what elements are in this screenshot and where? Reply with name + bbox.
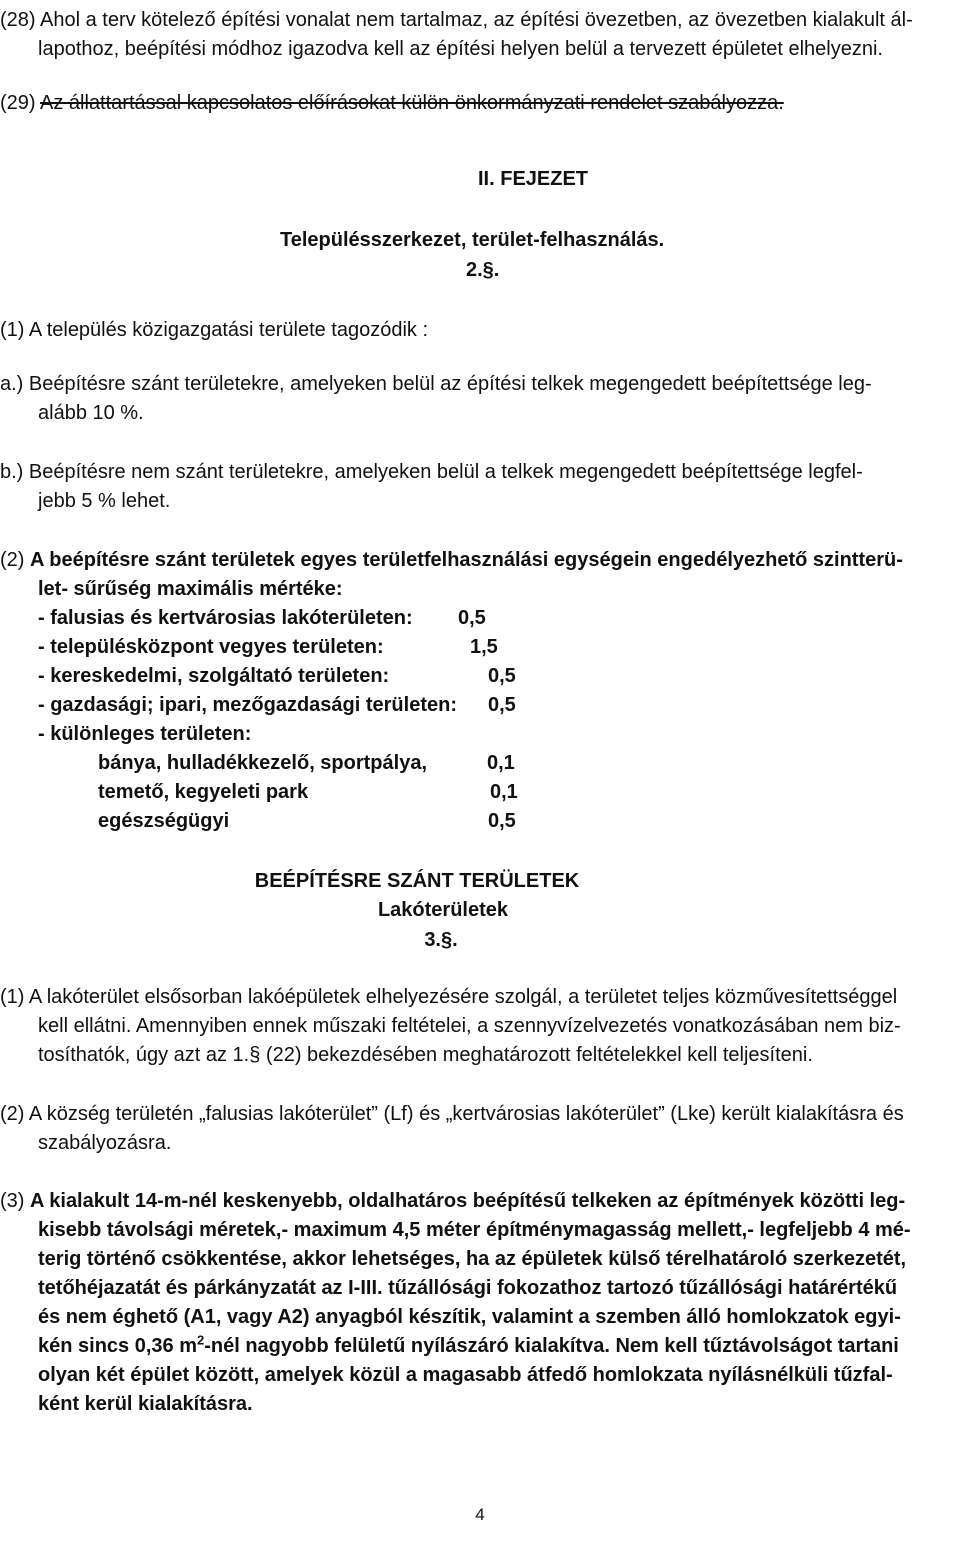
density-value: 0,1 xyxy=(487,752,515,774)
s2-item-b xyxy=(0,458,960,516)
density-value: 0,1 xyxy=(490,781,518,803)
density-special-row xyxy=(0,749,960,778)
density-label: temető, kegyeleti park xyxy=(98,781,309,803)
s3-p3-line7: olyan két épület között, amelyek közül a magasabb átfedő homlokzata nyílásnélküli tűzfal- xyxy=(38,1364,893,1386)
s3-p2-line2: szabályozásra. xyxy=(38,1132,172,1154)
density-value: 0,5 xyxy=(488,665,516,687)
heading-lakoteruletek: Lakóterületek xyxy=(377,899,509,921)
s3-p3-line4: tetőhéjazatát és párkányzatát az I-III. tűzállósági fokozathoz tartozó tűzállósági határértékű xyxy=(38,1277,898,1299)
density-label: - kereskedelmi, szolgáltató területen: xyxy=(38,665,390,687)
paragraph-29 xyxy=(0,89,960,118)
s3-p3-line2: kisebb távolsági méretek,- maximum 4,5 méter építménymagasság mellett,- legfeljebb 4 mé- xyxy=(38,1219,911,1241)
s2-item-a xyxy=(0,370,960,428)
density-label: - falusias és kertvárosias lakóterületen: xyxy=(38,607,413,629)
s3-p1-line1: (1) A lakóterület elsősorban lakóépületek elhelyezésére szolgál, a területet teljes közművesítettséggel xyxy=(0,986,898,1008)
s3-p1-line2: kell ellátni. Amennyiben ennek műszaki feltételei, a szennyvízelvezetés vonatkozásában nem biz- xyxy=(38,1015,901,1037)
s2-p2-line1: A beépítésre szánt területek egyes területfelhasználási egységein engedélyezhető szintterü- xyxy=(30,549,903,571)
s3-paragraph-1 xyxy=(0,983,960,1070)
s3-p2-line1: (2) A község területén „falusias lakóterület” (Lf) és „kertvárosias lakóterület” (Lke) került kialakításra és xyxy=(0,1103,904,1125)
density-special-row xyxy=(0,807,960,836)
s3-p3-line8: ként kerül kialakításra. xyxy=(38,1393,253,1415)
density-row xyxy=(0,604,960,633)
density-row xyxy=(0,691,960,720)
s3-paragraph-2 xyxy=(0,1100,960,1158)
density-label: - gazdasági; ipari, mezőgazdasági területen: xyxy=(38,694,457,716)
density-list xyxy=(0,604,960,836)
density-label: egészségügyi xyxy=(98,810,230,832)
page-number: 4 xyxy=(475,1505,485,1524)
s3-p3-line5: és nem éghető (A1, vagy A2) anyagból készítik, valamint a szemben álló homlokzatok egyi- xyxy=(38,1306,901,1328)
density-value: 1,5 xyxy=(470,636,498,658)
chapter-title: II. FEJEZET xyxy=(478,168,589,190)
s3-p3-number: (3) xyxy=(0,1190,30,1212)
density-value: 0,5 xyxy=(488,810,516,832)
s2-paragraph-1: (1) A település közigazgatási területe tagozódik : xyxy=(0,319,429,341)
s2-item-b-line1: b.) Beépítésre nem szánt területekre, amelyeken belül a telkek megengedett beépítettsége legfel- xyxy=(0,461,863,483)
p28-line2: lapothoz, beépítési módhoz igazodva kell az építési helyen belül a tervezett épületet elhelyezni. xyxy=(38,38,883,60)
superscript-2: 2 xyxy=(196,1332,205,1348)
s3-p1-line3: tosíthatók, úgy azt az 1.§ (22) bekezdésében meghatározott feltételekkel kell teljesíteni. xyxy=(38,1044,813,1066)
heading-beepitesre-szant: BEÉPÍTÉSRE SZÁNT TERÜLETEK xyxy=(254,870,580,892)
s3-p3-line3: terig történő csökkentése, akkor lehetséges, ha az épületek külső térelhatároló szerkezetét, xyxy=(38,1248,907,1270)
density-value: 0,5 xyxy=(458,607,486,629)
density-row xyxy=(0,662,960,691)
density-label: - településközpont vegyes területen: xyxy=(38,636,384,658)
section-3-marker: 3.§. xyxy=(424,929,458,951)
s3-p3-line6: kén sincs 0,36 $m^2$-nél nagyobb felületű nyílászáró kialakítva. Nem kell tűztávolságot tartani xyxy=(38,1332,899,1357)
density-row xyxy=(0,633,960,662)
s2-p2-line2: let- sűrűség maximális mértéke: xyxy=(38,578,343,600)
s3-paragraph-3 xyxy=(0,1187,960,1419)
p28-line1: (28) Ahol a terv kötelező építési vonalat nem tartalmaz, az építési övezetben, az övezetben kialakult ál- xyxy=(0,9,913,31)
density-value: 0,5 xyxy=(488,694,516,716)
s2-item-b-line2: jebb 5 % lehet. xyxy=(38,490,171,512)
density-label: bánya, hulladékkezelő, sportpálya, xyxy=(98,752,428,774)
s2-item-a-line2: alább 10 %. xyxy=(38,402,144,424)
s2-p2-number: (2) xyxy=(0,549,30,571)
p29-number: (29) xyxy=(0,92,41,114)
s3-p3-line1: A kialakult 14-m-nél keskenyebb, oldalhatáros beépítésű telkeken az építmények közötti leg- xyxy=(30,1190,906,1212)
s2-item-a-line1: a.) Beépítésre szánt területekre, amelyeken belül az építési telkek megengedett beépítettsége leg- xyxy=(0,373,872,395)
paragraph-28 xyxy=(0,6,960,64)
density-special-label: - különleges területen: xyxy=(38,723,252,745)
p29-struck-text: Az állattartással kapcsolatos előírásokat külön önkormányzati rendelet szabályozza. xyxy=(40,92,784,114)
density-special-row xyxy=(0,778,960,807)
s2-paragraph-2 xyxy=(0,546,960,604)
section-2-marker: 2.§. xyxy=(466,259,500,281)
chapter-subtitle: Településszerkezet, terület-felhasználás. xyxy=(280,229,665,251)
